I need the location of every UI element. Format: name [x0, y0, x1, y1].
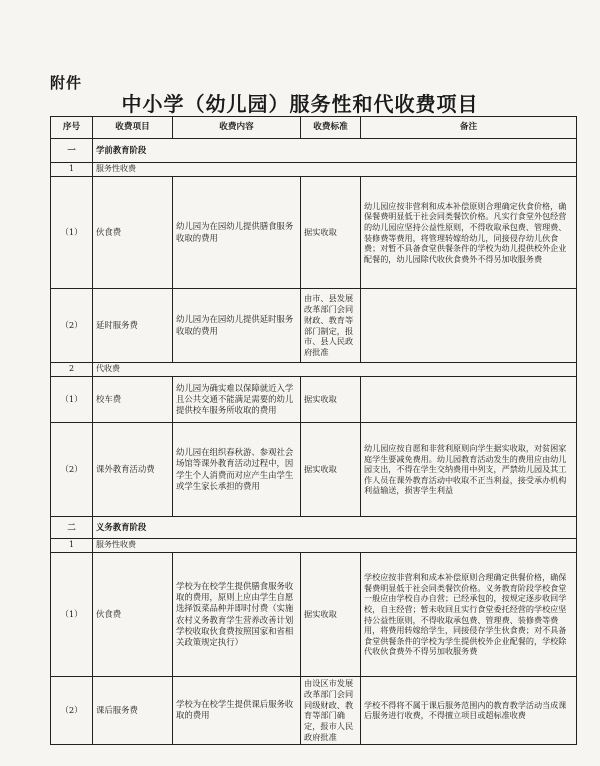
- row-index: （1）: [51, 177, 93, 289]
- row-index: （1）: [51, 553, 93, 677]
- row-item: 伙食费: [93, 553, 173, 677]
- row-standard: 据实收取: [301, 377, 361, 423]
- row-index: （2）: [51, 423, 93, 517]
- row-remark: [361, 377, 577, 423]
- column-header: 序号: [51, 117, 93, 139]
- row-item: 课后服务费: [93, 677, 173, 745]
- fee-table: [50, 116, 577, 745]
- row-content: 幼儿园为在园幼儿提供膳食服务收取的费用: [173, 177, 301, 289]
- stage-row: [51, 517, 577, 539]
- stage-index: 二: [51, 517, 93, 539]
- stage-label: 义务教育阶段: [93, 517, 577, 539]
- row-standard: 据实收取: [301, 553, 361, 677]
- category-index: 1: [51, 539, 93, 553]
- row-item: 校车费: [93, 377, 173, 423]
- row-standard: 据实收取: [301, 423, 361, 517]
- table-header-row: [51, 117, 577, 139]
- row-item: 课外教育活动费: [93, 423, 173, 517]
- row-standard: 由市、县发展改革部门会同财政、教育等部门制定，报市、县人民政府批准: [301, 289, 361, 363]
- table-row: [51, 423, 577, 517]
- row-index: （2）: [51, 289, 93, 363]
- row-remark: 幼儿园应按自愿和非营利原则向学生据实收取，对贫困家庭学生要减免费用。幼儿园教育活动发生的费用应由幼儿园支出，不得在学生交纳费用中列支，严禁幼儿园及其工作人员在课外教育活动中收取不正当利益，接受承办机构利益输送，损害学生利益: [361, 423, 577, 517]
- category-row: [51, 539, 577, 553]
- row-remark: 幼儿园应按非营利和成本补偿原则合理确定伙食价格，确保餐费明显低于社会同类餐饮价格。凡实行食堂外包经营的幼儿园应坚持公益性原则，不得收取承包费、管理费、装修费等费用，将管理转嫁给幼儿，同接侵存幼儿伙食费；对暂不具备食堂供餐条件的学校为幼儿提供校外企业配餐的，幼儿园除代收伙食费外不得另加收服务费: [361, 177, 577, 289]
- row-content: 幼儿园在组织春秋游、参观社会场馆等课外教育活动过程中，因学生个人消费而对应产生由学生或学生家长承担的费用: [173, 423, 301, 517]
- row-index: （2）: [51, 677, 93, 745]
- stage-row: [51, 139, 577, 163]
- table-row: [51, 177, 577, 289]
- row-content: 幼儿园为在园幼儿提供延时服务收取的费用: [173, 289, 301, 363]
- table-row: [51, 553, 577, 677]
- column-header: 收费项目: [93, 117, 173, 139]
- row-content: 幼儿园为确实难以保障就近入学且公共交通不能满足需要的幼儿提供校车服务所收取的费用: [173, 377, 301, 423]
- table-row: [51, 289, 577, 363]
- category-label: 服务性收费: [93, 163, 577, 177]
- row-remark: 学校不得将不属于课后服务范围内的教育教学活动当成课后服务进行收费，不得擅立项目或超标准收费: [361, 677, 577, 745]
- attachment-label: 附件: [50, 74, 83, 92]
- row-item: 延时服务费: [93, 289, 173, 363]
- category-label: 服务性收费: [93, 539, 577, 553]
- stage-label: 学前教育阶段: [93, 139, 577, 163]
- row-content: 学校为在校学生提供膳食服务收取的费用，原则上应由学生自愿选择饭菜品种并即时付费（实施农村义务教育学生营养改善计划学校收取伙食费按照国家和省相关政策规定执行）: [173, 553, 301, 677]
- category-index: 1: [51, 163, 93, 177]
- column-header: 收费标准: [301, 117, 361, 139]
- column-header: 收费内容: [173, 117, 301, 139]
- category-row: [51, 363, 577, 377]
- row-item: 伙食费: [93, 177, 173, 289]
- row-remark: 学校应按非营利和成本补偿原则合理确定供餐价格，确保餐费明显低于社会同类餐饮价格。义务教育阶段学校食堂一般应由学校自办自营；已经承包的，按规定逐步收回学校，自主经营；暂未收回且实行食堂委托经营的学校应坚持公益性原则，不得收取承包费、管理费、装修费等费用，将费用转嫁给学生，同接侵存学生伙食费；对不具备食堂供餐条件的学校为学生提供校外企业配餐的，学校除代收伙食费外不得另加收服务费: [361, 553, 577, 677]
- document-title: 中小学（幼儿园）服务性和代收费项目: [121, 92, 479, 116]
- column-header: 备注: [361, 117, 577, 139]
- table-row: [51, 377, 577, 423]
- row-content: 学校为在校学生提供课后服务收取的费用: [173, 677, 301, 745]
- row-index: （1）: [51, 377, 93, 423]
- category-index: 2: [51, 363, 93, 377]
- row-standard: 由设区市发展改革部门会同同级财政、教育等部门确定，报市人民政府批准: [301, 677, 361, 745]
- stage-index: 一: [51, 139, 93, 163]
- row-standard: 据实收取: [301, 177, 361, 289]
- row-remark: [361, 289, 577, 363]
- category-label: 代收费: [93, 363, 577, 377]
- table-row: [51, 677, 577, 745]
- category-row: [51, 163, 577, 177]
